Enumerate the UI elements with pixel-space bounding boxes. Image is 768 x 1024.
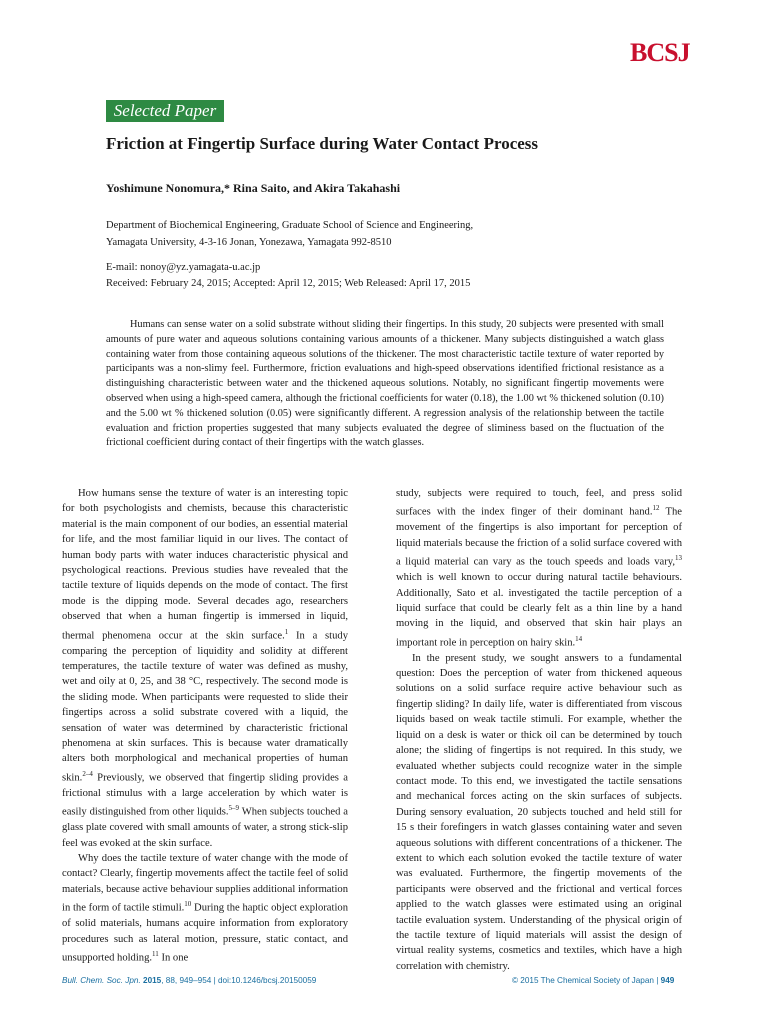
- affiliation-line-1: Department of Biochemical Engineering, Graduate School of Science and Engineering,: [106, 220, 474, 231]
- citation-footer[interactable]: Bull. Chem. Soc. Jpn. 2015, 88, 949–954 | doi:10.1246/bcsj.20150059: [62, 976, 317, 985]
- copyright-footer: © 2015 The Chemical Society of Japan | 949: [512, 976, 675, 985]
- body-column-right: [396, 486, 682, 974]
- article-meta: [106, 260, 470, 291]
- journal-logo: BCSJ: [630, 38, 690, 67]
- page-number: 949: [660, 976, 675, 985]
- author-list: Yoshimune Nonomura,* Rina Saito, and Akira Takahashi: [106, 181, 401, 195]
- paragraph: study, subjects were required to touch, feel, and press solid surfaces with the index finger of their dominant hand.$^{12}$ The movement of the fingertips is also important for perception of liquid materials because the friction of a solid surface covered with a liquid material can vary as the touch speeds and loads vary,$^{13}$ which is well known to occur during natural tactile behaviours. Additionally, Sato et al. investigated the tactile perception of a liquid surface that could be clearly felt as a thin line by a hand moving in the liquid, and observed that skin hair plays an important role in perception on hairy skin.$^{14}$: [396, 488, 682, 649]
- paragraph: In the present study, we sought answers to a fundamental question: Does the perception of water from thickened aqueous solutions on a solid surface require active behaviour such as fingertip sliding? In daily life, water is differentiated from viscous liquids based on weak tactile stimuli. For example, whether the liquid on a desk is water or thick oil can be determined by touch alone; the sliding of fingertips is not required. In this study, we evaluated whether subjects could recognize water in the simple contact mode. To this end, we investigated the tactile sensations and mechanical forces acting on the skin surfaces of subjects. During sensory evaluation, 20 subjects touched and held still for 15 s their forefingers in watch glasses containing water and seven aqueous solutions with different concentrations of a thickener. The extent to which each solution evoked the tactile texture of water was evaluated. Furthermore, the fingertip movements of the participants were observed and the frictional and vertical forces applied to the watch glasses were estimated using an original tactile evaluation system. Understanding of the physical origin of the tactile texture of liquid materials will assist the design of virtual reality systems, cosmetics and textiles, which have a high correlation with chemistry.: [396, 652, 682, 972]
- selected-paper-badge: Selected Paper: [106, 100, 224, 122]
- body-column-left: [62, 486, 348, 966]
- paragraph: Why does the tactile texture of water change with the mode of contact? Clearly, fingertip movements affect the tactile feel of solid materials, because active behaviour supplies additional information in the form of tactile stimuli.$^{10}$ During the haptic object exploration of solid materials, humans acquire information from exploratory procedures such as lateral motion, pressure, static contact, and unsupported holding.$^{11}$ In one: [62, 852, 348, 964]
- paper-title: Friction at Fingertip Surface during Water Contact Process: [106, 134, 539, 153]
- affiliation-line-2: Yamagata University, 4-3-16 Jonan, Yonezawa, Yamagata 992-8510: [106, 237, 392, 248]
- email-line: E-mail: nonoy@yz.yamagata-u.ac.jp: [106, 262, 261, 273]
- dates-line: Received: February 24, 2015; Accepted: April 12, 2015; Web Released: April 17, 2015: [106, 277, 471, 289]
- abstract: Humans can sense water on a solid substrate without sliding their fingertips. In this study, 20 subjects were presented with small amounts of pure water and aqueous solutions containing various amounts of a thickener. Many subjects distinguished a watch glass containing water from those containing aqueous solutions of the thickener. The most characteristic tactile texture of water reported by participants was a non-slimy feel. Furthermore, friction evaluations and high-speed observations identified frictional resistance as a distinguishing characteristic between water and the thickened aqueous solutions. Notably, no significant fingertip movements were observed when using a high-speed camera, although the frictional coefficients for water (0.18), the 1.00 wt % thickened solution (0.10) and the 5.00 wt % thickened solution (0.05) were significantly different. A regression analysis of the relationship between the tactile evaluation and friction properties suggested that many subjects evaluated the degree of sliminess based on the fluctuation of the frictional coefficient during contact of their fingertips with the watch glasses.: [106, 319, 664, 449]
- paragraph: How humans sense the texture of water is an interesting topic for both psychologists and chemists, because this characteristic material is the main component of our bodies, an essential material for life, and the most familiar liquid in our lives. The contact of human body parts with water induces characteristic physical and psychological reactions. Previous studies have revealed that the tactile texture of liquids depends on the mode of contact. The first mode is the dipping mode. Several decades ago, researchers observed that when a human fingertip is immersed in liquid, thermal phenomena occur at the skin surface.$^1$ In a study comparing the perception of liquidity and solidity at different temperatures, the tactile texture of water was defined as mushy, wet and oily at 0, 25, and 38 °C, respectively. The second mode is the sliding mode. When participants were requested to slide their fingertips across a solid substrate covered with a liquid, the sensation of water was determined by characteristic frictional phenomena at skin surfaces. This is because water dramatically alters both morphological and mechanical properties of human skin.$^{2-4}$ Previously, we observed that fingertip sliding provides a frictional stimulus with a large acceleration by which water is easily distinguished from other liquids.$^{5-9}$ When subjects touched a glass plate covered with small amounts of water, a strong stick-slip feel was evoked at the skin surface.: [62, 488, 348, 849]
- affiliation: [106, 217, 473, 251]
